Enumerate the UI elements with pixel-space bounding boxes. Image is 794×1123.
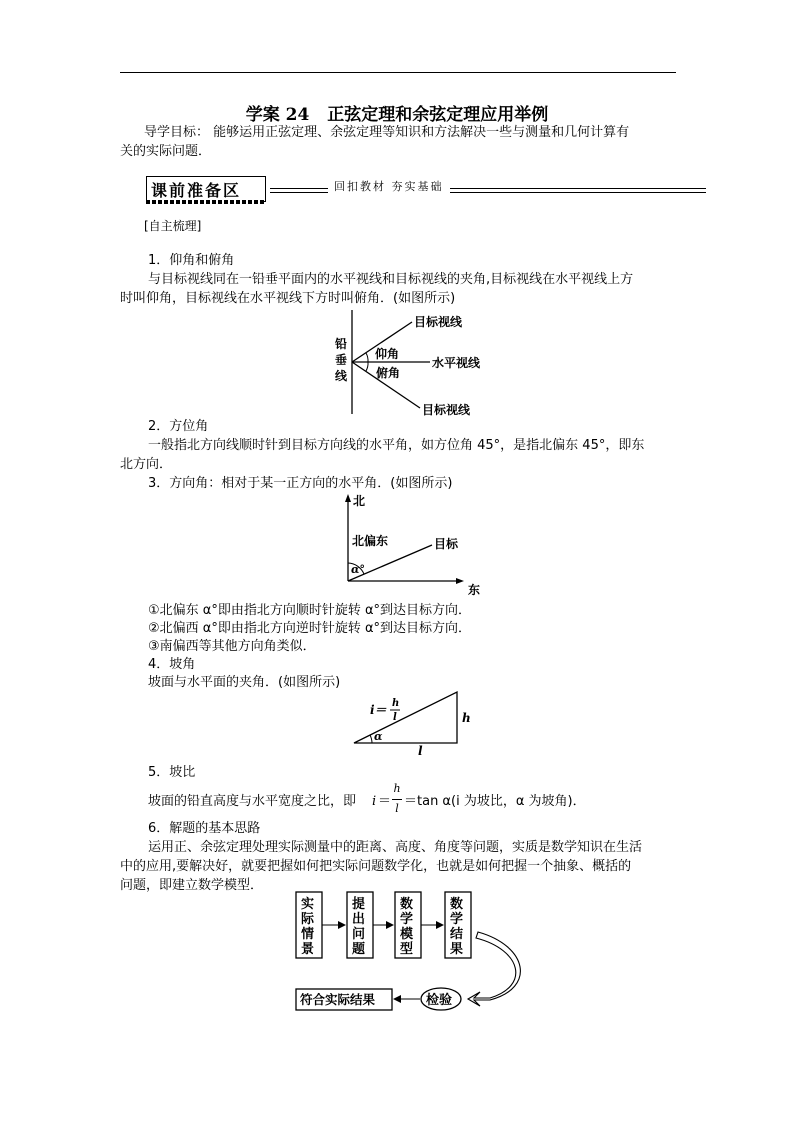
title-main: 正弦定理和余弦定理应用举例 xyxy=(327,105,549,125)
item1-heading: 1．仰角和俯角 xyxy=(148,253,235,268)
upper-sight-label: 目标视线 xyxy=(414,315,463,329)
vertical-label-2: 垂 xyxy=(335,353,348,367)
flow-box2-char1: 提 xyxy=(352,897,366,912)
flow-box4-char1: 数 xyxy=(450,897,464,912)
slope-triangle xyxy=(354,692,457,743)
top-rule xyxy=(120,72,676,73)
slope-arc xyxy=(370,735,372,743)
flow-box1-char2: 际 xyxy=(301,912,315,927)
item6-line-2: 中的应用,要解决好，就要把握如何把实际问题数学化，也就是如何把握一个抽象、概括的 xyxy=(120,859,632,874)
flow-box4-char4: 果 xyxy=(450,942,464,957)
item5-eq: ＝ xyxy=(378,794,392,809)
slope-i-label: i＝ xyxy=(370,703,387,717)
depression-arc xyxy=(366,362,368,371)
target-label: 目标 xyxy=(434,537,459,551)
item5-text-before: 坡面的铅直高度与水平宽度之比，即 xyxy=(148,794,357,809)
item3-heading: 3．方向角：相对于某一正方向的水平角．(如图所示) xyxy=(148,476,453,491)
slope-alpha-label: α xyxy=(374,730,383,743)
flow-box4-char2: 学 xyxy=(450,912,464,927)
flow-curved-arrow xyxy=(468,932,520,1006)
item3-note-2: ②北偏西 α°即由指北方向逆时针旋转 α°到达目标方向． xyxy=(148,621,472,636)
vertical-label-1: 铅 xyxy=(335,337,348,351)
item6-line-1: 运用正、余弦定理处理实际测量中的距离、高度、角度等问题，实质是数学知识在生活 xyxy=(148,840,643,855)
item2-heading: 2．方位角 xyxy=(148,419,209,434)
flow-box3-char3: 模 xyxy=(400,927,414,942)
item2-line-2: 北方向． xyxy=(120,457,173,472)
flow-box2-char4: 题 xyxy=(352,942,366,957)
item3-note-3: ③南偏西等其他方向角类似． xyxy=(148,639,316,654)
flow-box1-char4: 景 xyxy=(301,942,315,957)
item4-line-1: 坡面与水平面的夹角．(如图所示) xyxy=(148,675,341,690)
lower-sight-label: 目标视线 xyxy=(422,403,471,417)
goal-line-2: 关的实际问题． xyxy=(120,144,212,159)
banner-dash xyxy=(146,200,264,204)
goal-line-1: 导学目标： 能够运用正弦定理、余弦定理等知识和方法解决一些与测量和几何计算有 xyxy=(144,125,630,140)
item3-note-1: ①北偏东 α°即由指北方向顺时针旋转 α°到达目标方向． xyxy=(148,603,472,618)
problem-solving-flowchart xyxy=(290,888,540,1018)
direction-angle-figure xyxy=(336,493,486,597)
flow-box2-char2: 出 xyxy=(352,912,366,927)
item5-fraction-bar xyxy=(392,799,402,800)
flow-box2-char3: 问 xyxy=(352,927,366,942)
flow-box1-char3: 情 xyxy=(301,927,315,942)
slope-figure xyxy=(350,688,480,756)
flow-check-label: 检验 xyxy=(426,993,453,1008)
banner-box xyxy=(146,176,266,202)
item5-text-after: ＝tan α(i 为坡比，α 为坡角)． xyxy=(404,794,586,809)
height-label: h xyxy=(462,711,471,725)
slope-fraction-den: l xyxy=(393,712,397,723)
banner-label: 课前准备区 xyxy=(151,181,242,200)
north-east-label: 北偏东 xyxy=(352,534,389,548)
angle-label: α° xyxy=(351,563,365,576)
item5-formula-line xyxy=(148,783,688,817)
east-label: 东 xyxy=(468,583,481,597)
horizontal-label: 水平视线 xyxy=(432,356,481,370)
east-arrowhead xyxy=(456,578,464,584)
flow-box3-char2: 学 xyxy=(400,912,414,927)
flow-box1-char1: 实 xyxy=(301,897,315,912)
item6-line-3: 问题，即建立数学模型． xyxy=(120,878,264,893)
vertical-label-3: 线 xyxy=(335,369,348,383)
elevation-arc xyxy=(366,353,368,362)
title-prefix: 学案 24 xyxy=(245,105,310,125)
north-arrowhead xyxy=(345,494,351,502)
item5-heading: 5．坡比 xyxy=(148,765,196,780)
north-label: 北 xyxy=(353,494,366,508)
banner-subtitle: 回扣教材 夯实基础 xyxy=(328,178,450,194)
section-banner xyxy=(146,176,706,202)
section-label: [自主梳理] xyxy=(144,219,202,233)
depression-label: 俯角 xyxy=(376,366,401,380)
flow-box4-char3: 结 xyxy=(450,927,464,942)
flow-box3-char1: 数 xyxy=(400,897,414,912)
item5-fraction-num: h xyxy=(393,782,401,795)
item5-i: i xyxy=(372,794,377,809)
elevation-label: 仰角 xyxy=(375,347,400,361)
length-label: l xyxy=(418,744,423,756)
item1-line-1: 与目标视线同在一铅垂平面内的水平视线和目标视线的夹角,目标视线在水平视线上方 xyxy=(148,272,634,287)
item1-line-2: 时叫仰角，目标视线在水平视线下方时叫俯角．(如图所示) xyxy=(120,291,456,306)
item4-heading: 4．坡角 xyxy=(148,657,196,672)
page-title xyxy=(0,100,794,125)
elevation-depression-figure xyxy=(330,308,510,418)
item5-fraction-den: l xyxy=(395,802,399,815)
flow-box3-char4: 型 xyxy=(400,942,414,957)
flow-final-label: 符合实际结果 xyxy=(300,992,376,1007)
item2-line-1: 一般指北方向线顺时针到目标方向线的水平角，如方位角 45°，是指北偏东 45°，即东 xyxy=(148,438,645,453)
item6-heading: 6．解题的基本思路 xyxy=(148,821,261,836)
slope-fraction-num: h xyxy=(392,698,400,709)
